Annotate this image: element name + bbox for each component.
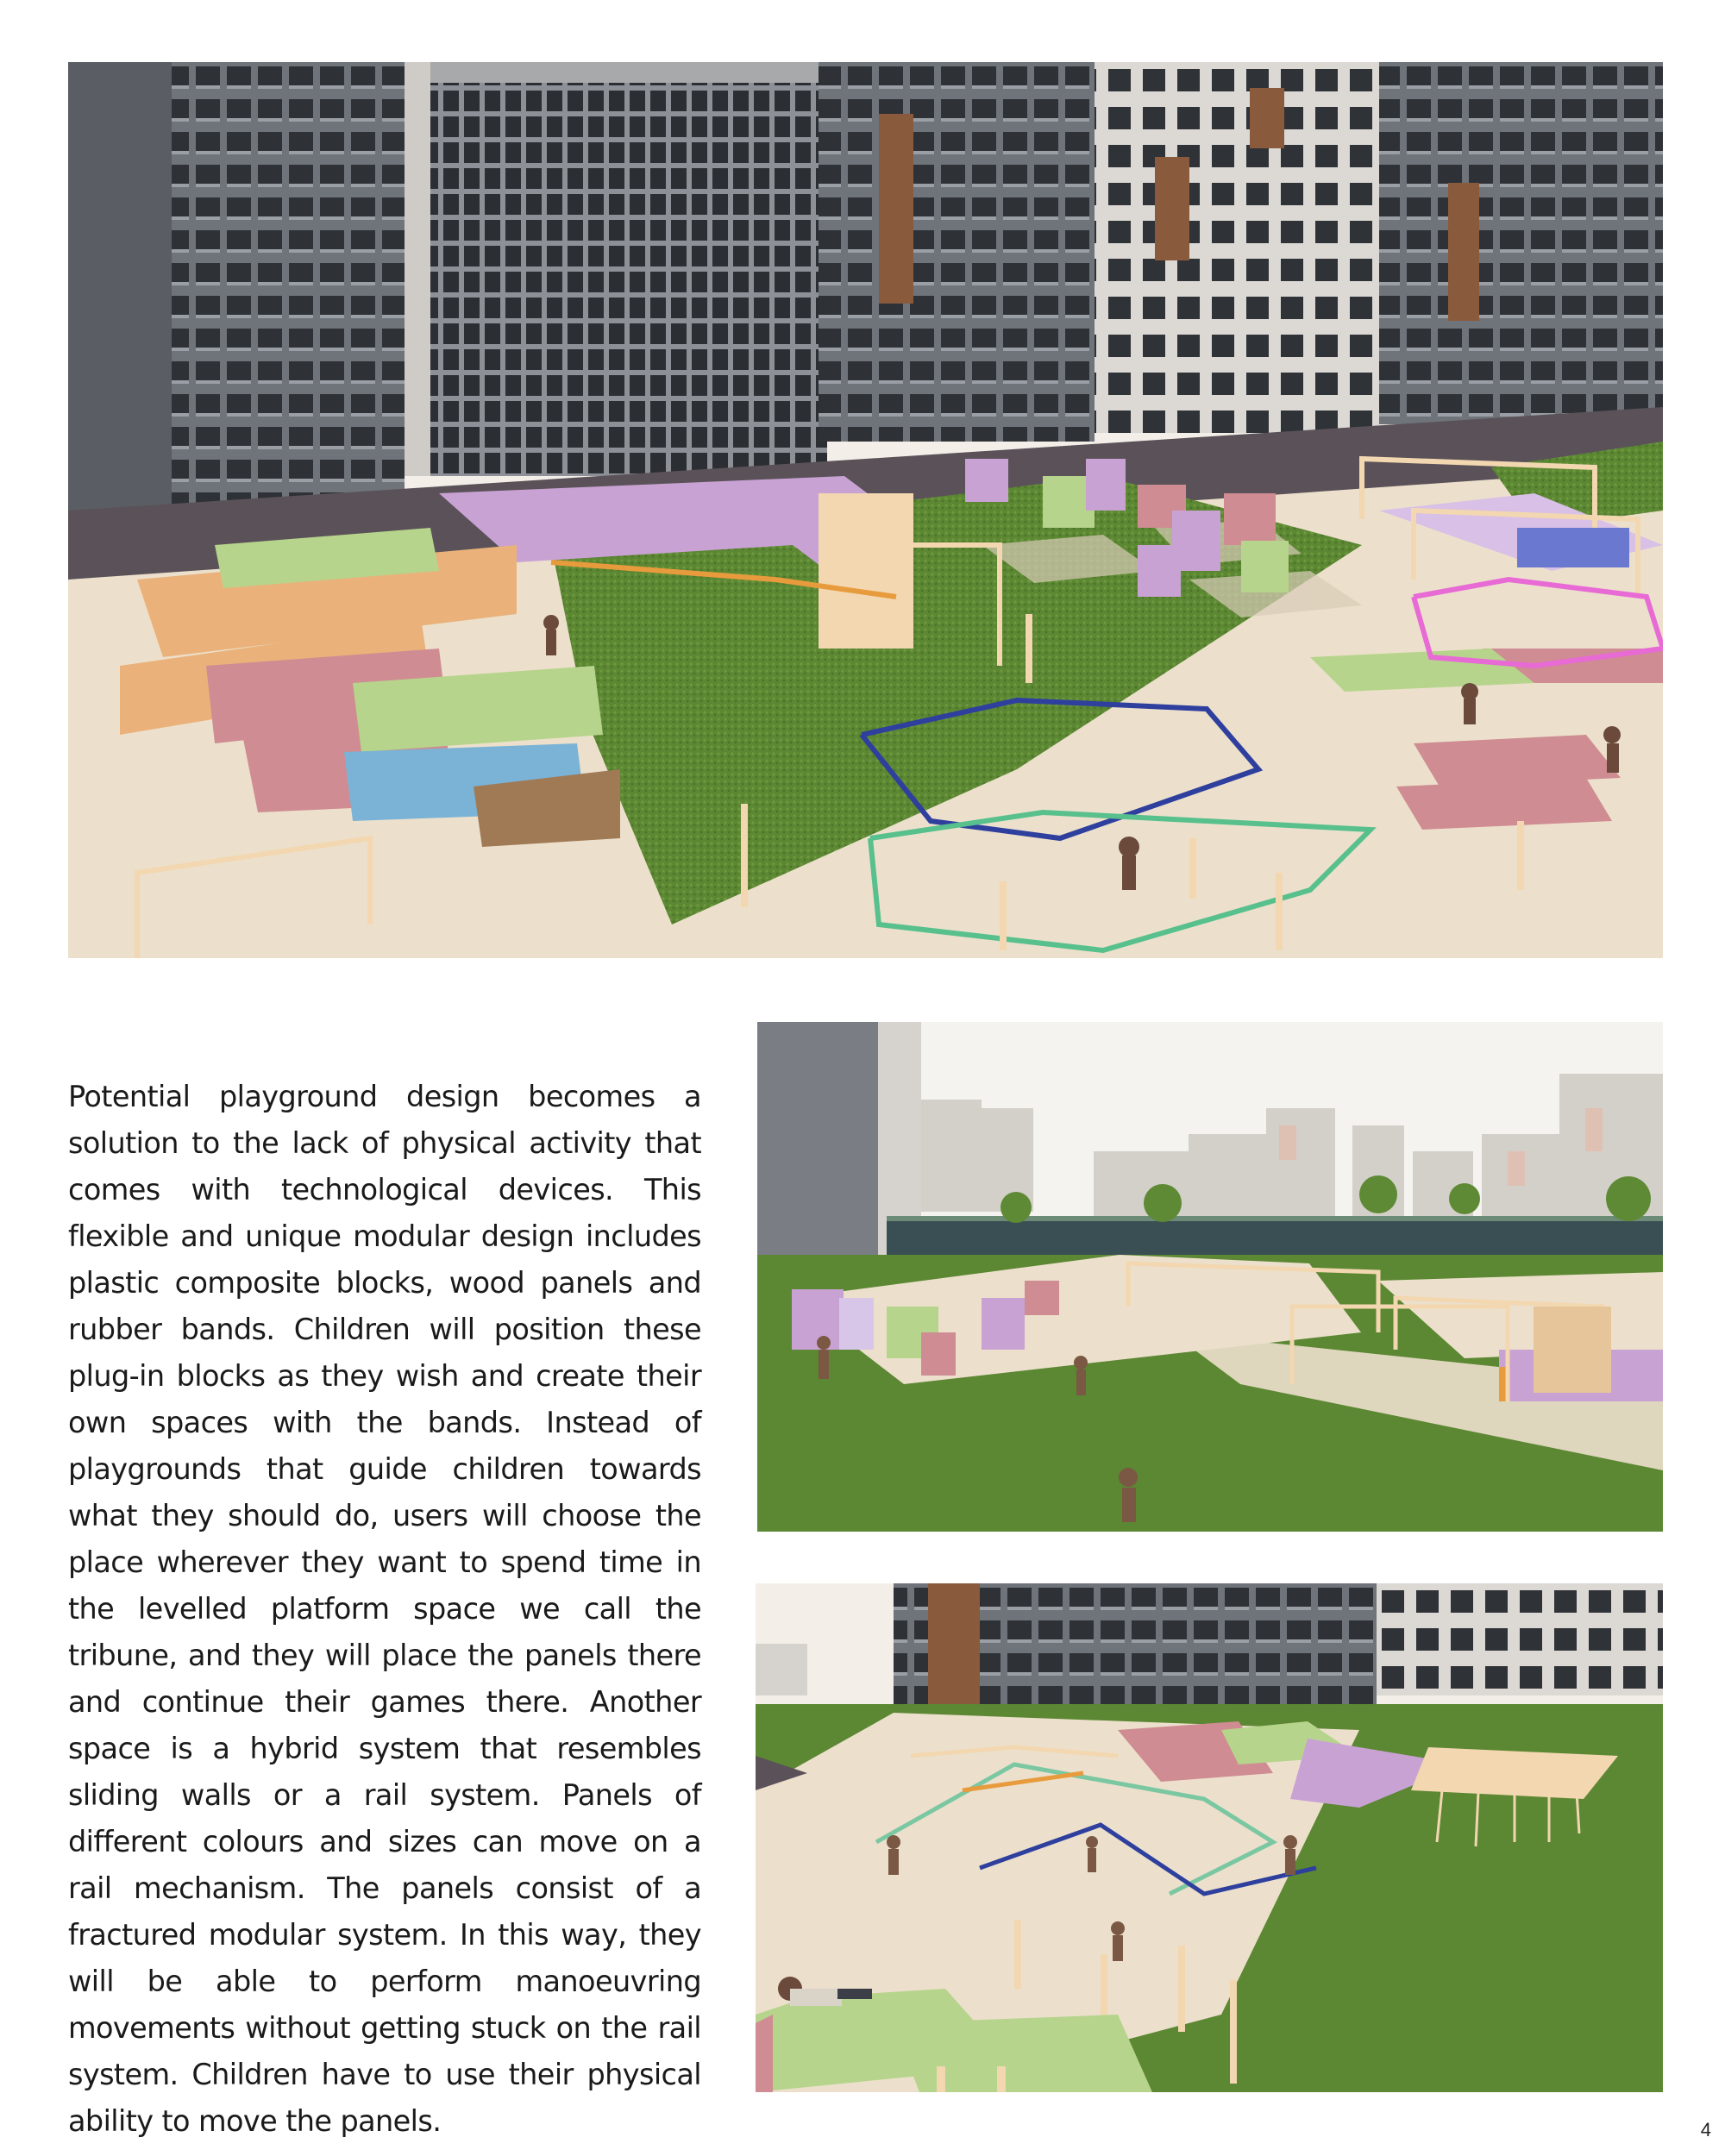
- hero-render-image: [68, 62, 1663, 958]
- project-description: Potential playground design becomes a solution to the lack of physical activity that comes with technological devices. This flexible and unique modular design includes plastic composite blocks, wood panels and rubber bands. Children will position these plug-in blocks as they wish and create their own spaces with the bands. Instead of playgrounds that guide children towards what they should do, users will choose the place wherever they want to spend time in the levelled platform space we call the tribune, and they will place the panels there and continue their games there. Another space is a hybrid system that resembles sliding walls or a rail system. Panels of different colours and sizes can move on a rail mechanism. The panels consist of a fractured modular system. In this way, they will be able to perform manoeuvring movements without getting stuck on the rail system. Children have to use their physical ability to move the panels.: [68, 1080, 701, 2138]
- rail-system-render-image: [756, 1583, 1663, 2092]
- river-skyline-render-image: [757, 1022, 1663, 1532]
- page-number: 4: [1700, 2119, 1711, 2140]
